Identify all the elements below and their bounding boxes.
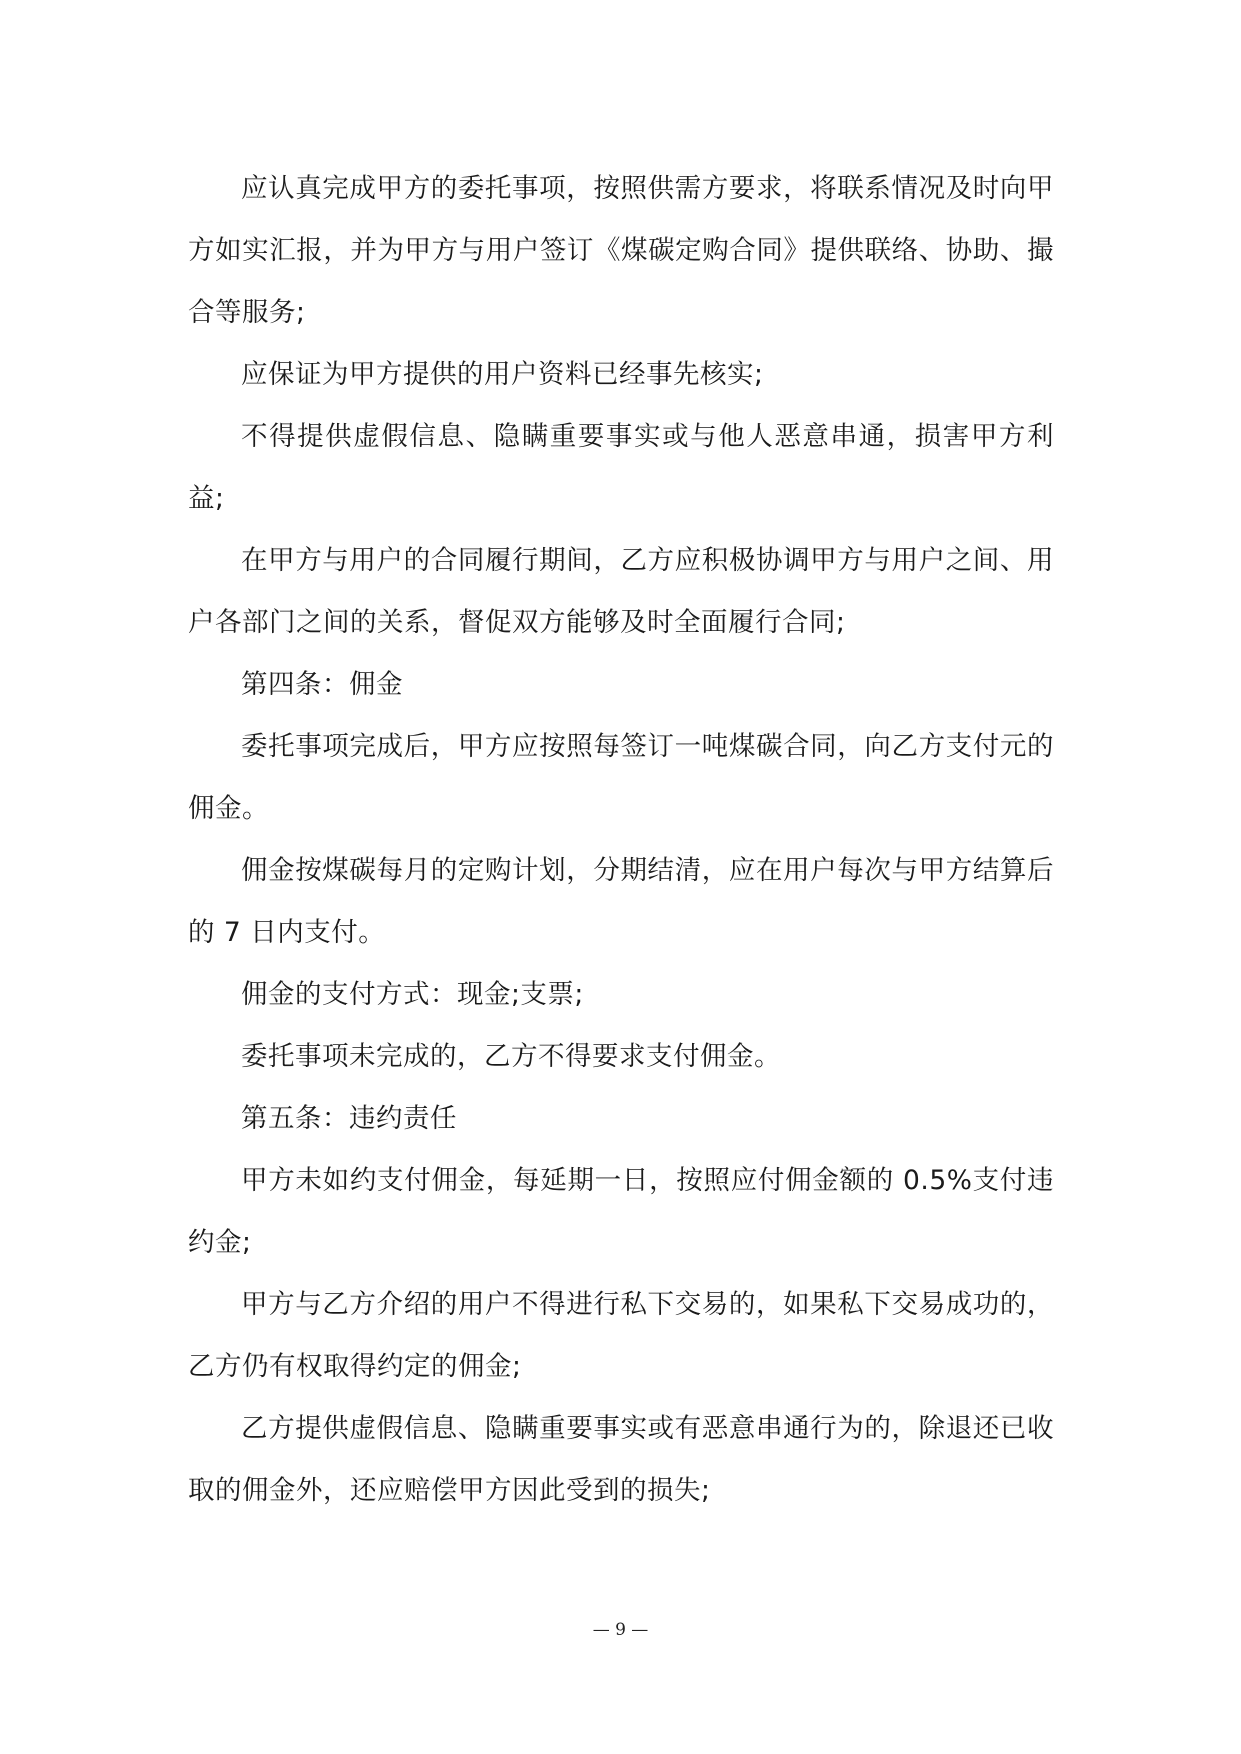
paragraph-no-false-info: 不得提供虚假信息、隐瞒重要事实或与他人恶意串通，损害甲方利益; [188, 421, 1054, 514]
paragraph-commission-amount: 委托事项完成后，甲方应按照每签订一吨煤碳合同，向乙方支付元的佣金。 [188, 731, 1054, 824]
section-heading-commission: 第四条：佣金 [241, 669, 403, 700]
paragraph-private-deal: 甲方与乙方介绍的用户不得进行私下交易的，如果私下交易成功的，乙方仍有权取得约定的佣金; [188, 1289, 1054, 1382]
page-number: — 9 — [592, 1620, 649, 1640]
paragraph-verify-user-info: 应保证为甲方提供的用户资料已经事先核实; [241, 359, 764, 390]
paragraph-late-payment: 甲方未如约支付佣金，每延期一日，按照应付佣金额的 0.5%支付违约金; [188, 1165, 1054, 1258]
paragraph-commission-schedule: 佣金按煤碳每月的定购计划，分期结清，应在用户每次与甲方结算后的 7 日内支付。 [188, 855, 1054, 948]
paragraph-coordinate-performance: 在甲方与用户的合同履行期间，乙方应积极协调甲方与用户之间、用户各部门之间的关系，督促双方能够及时全面履行合同; [188, 545, 1054, 638]
section-heading-liability: 第五条：违约责任 [241, 1103, 457, 1134]
paragraph-payment-method: 佣金的支付方式：现金;支票; [241, 979, 584, 1010]
document-body [188, 158, 1054, 1522]
paragraph-no-commission: 委托事项未完成的，乙方不得要求支付佣金。 [241, 1041, 781, 1072]
paragraph-entrusted-matters: 应认真完成甲方的委托事项，按照供需方要求，将联系情况及时向甲方如实汇报，并为甲方与用户签订《煤碳定购合同》提供联络、协助、撮合等服务; [188, 173, 1054, 328]
paragraph-compensation: 乙方提供虚假信息、隐瞒重要事实或有恶意串通行为的，除退还已收取的佣金外，还应赔偿甲方因此受到的损失; [188, 1413, 1054, 1506]
